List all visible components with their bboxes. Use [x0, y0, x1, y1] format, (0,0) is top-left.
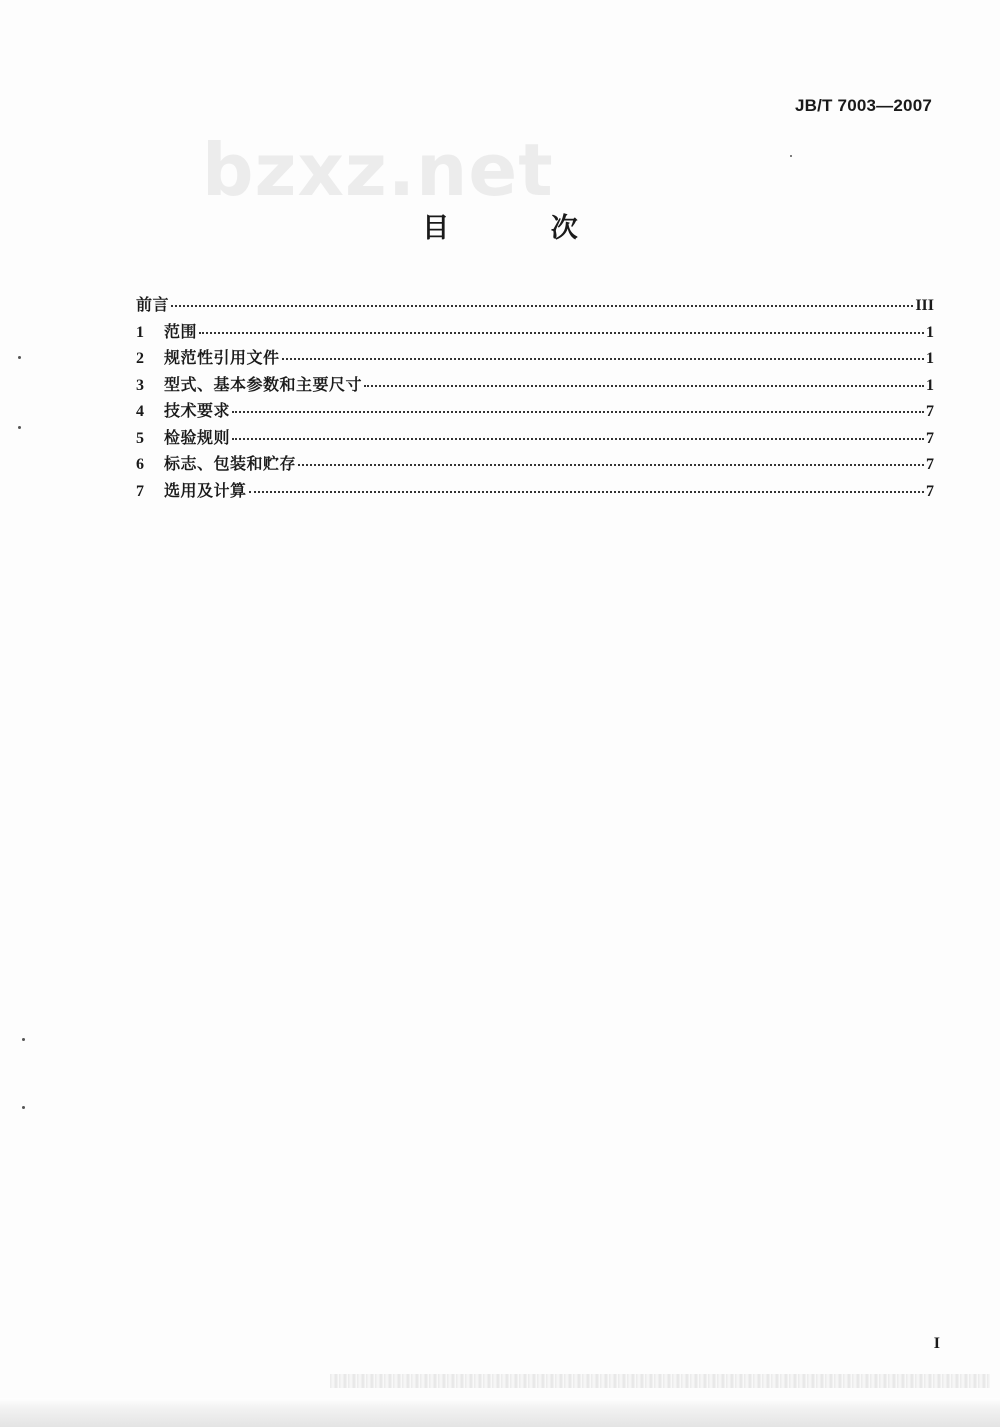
toc-entry-number: 3 — [136, 376, 144, 394]
toc-entry-number: 7 — [136, 482, 144, 500]
scan-speck — [790, 155, 792, 157]
toc-entry-inspection-rules[interactable] — [136, 425, 934, 452]
standard-code: JB/T 7003—2007 — [795, 96, 932, 115]
toc-entry-label: 标志、包装和贮存 — [164, 454, 297, 473]
toc-entry-types-parameters-dimensions[interactable] — [136, 372, 934, 399]
toc-entry-page: 1 — [926, 376, 934, 394]
toc-entry-number: 6 — [136, 456, 144, 473]
toc-leader-dots — [298, 464, 924, 466]
toc-entry-label: 前言 — [136, 295, 170, 314]
toc-entry-label: 规范性引用文件 — [164, 348, 280, 367]
toc-entry-page: 7 — [926, 403, 934, 420]
toc-entry-page: 7 — [926, 456, 934, 473]
toc-entry-label: 范围 — [164, 321, 198, 341]
scan-noise — [330, 1374, 990, 1388]
toc-entry-number: 1 — [136, 323, 144, 341]
toc-title: 目 次 — [422, 213, 624, 244]
toc-entry-page: 1 — [926, 350, 934, 367]
scan-speck — [18, 426, 21, 429]
toc-leader-dots — [171, 305, 913, 307]
toc-entry-selection-calculation[interactable] — [136, 478, 934, 505]
toc-entry-label: 检验规则 — [164, 427, 231, 447]
toc-entry-label: 技术要求 — [164, 401, 231, 420]
toc-entry-label: 型式、基本参数和主要尺寸 — [164, 374, 363, 394]
scan-edge — [0, 1398, 1000, 1427]
toc-entry-number: 5 — [136, 429, 144, 447]
toc-entry-foreword[interactable] — [136, 292, 934, 319]
toc-entry-page: 7 — [926, 429, 934, 447]
toc-entry-page: 7 — [926, 482, 934, 500]
toc-entry-label: 选用及计算 — [164, 480, 247, 500]
toc-leader-dots — [199, 332, 924, 334]
toc-entry-number: 2 — [136, 350, 144, 367]
table-of-contents — [136, 292, 934, 504]
toc-entry-marking-packaging-storage[interactable] — [136, 451, 934, 478]
toc-entry-page: III — [915, 297, 934, 314]
page-number: I — [933, 1335, 940, 1352]
scan-speck — [22, 1106, 25, 1109]
toc-leader-dots — [282, 358, 924, 360]
scan-speck — [18, 356, 21, 359]
toc-leader-dots — [249, 491, 924, 493]
toc-entry-scope[interactable] — [136, 319, 934, 346]
toc-leader-dots — [232, 438, 924, 440]
scan-speck — [22, 1038, 25, 1041]
toc-entry-normative-references[interactable] — [136, 345, 934, 372]
toc-leader-dots — [232, 411, 924, 413]
toc-entry-page: 1 — [926, 323, 934, 341]
toc-entry-number: 4 — [136, 403, 144, 420]
toc-entry-technical-requirements[interactable] — [136, 398, 934, 425]
watermark: bzxz.net — [202, 128, 554, 212]
toc-leader-dots — [364, 385, 924, 387]
